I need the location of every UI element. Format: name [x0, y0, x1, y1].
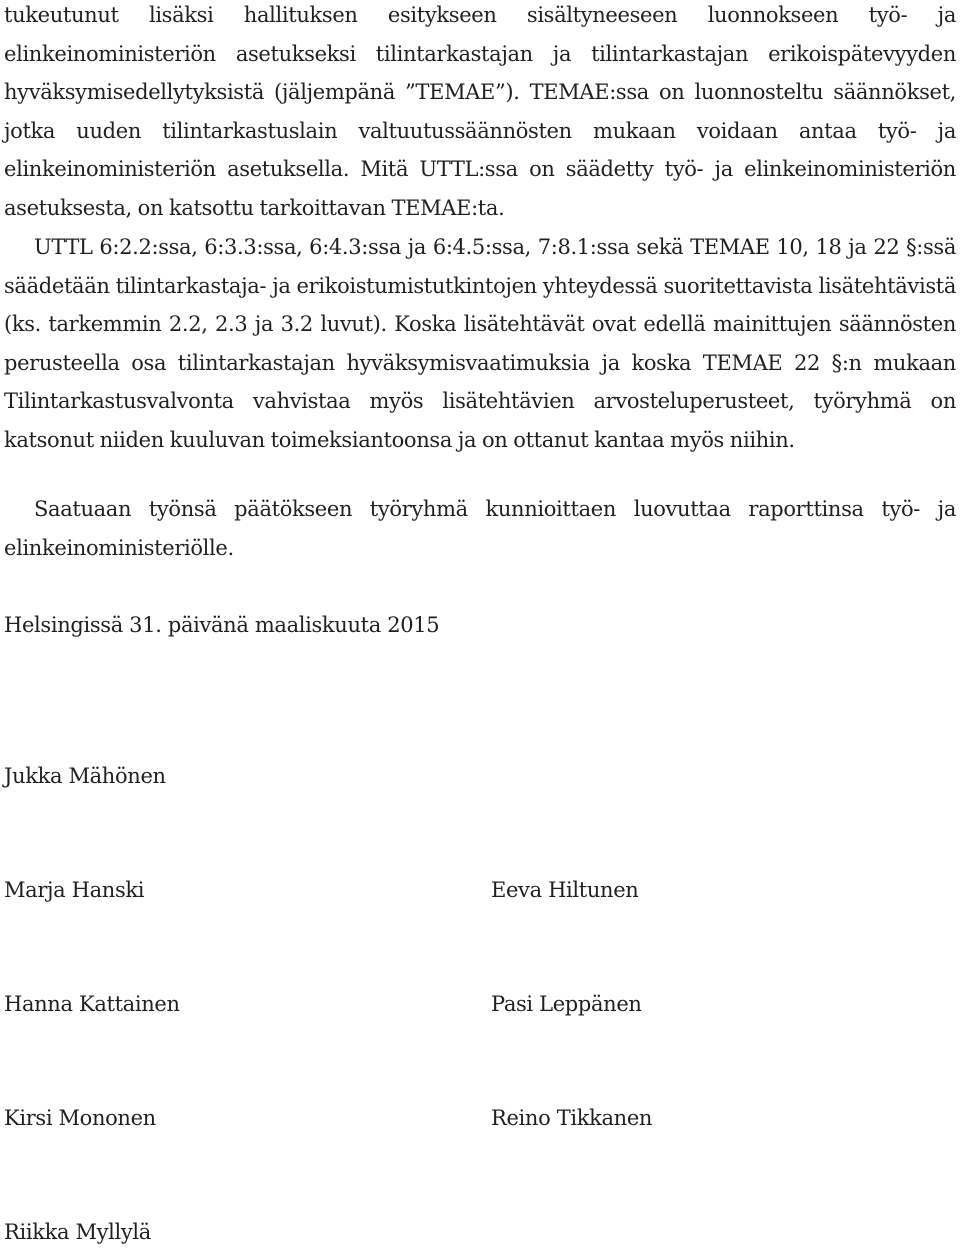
signatory-name: Hanna Kattainen — [4, 992, 180, 1016]
paragraph-submission: Saatuaan työnsä päätökseen työryhmä kunnioittaen luovuttaa raporttinsa työ- ja elinkeinoministeriölle. — [4, 497, 956, 560]
signatory-name: Riikka Myllylä — [4, 1220, 151, 1244]
paragraph-additional-tasks: UTTL 6:2.2:ssa, 6:3.3:ssa, 6:4.3:ssa ja 6:4.5:ssa, 7:8.1:ssa sekä TEMAE 10, 18 ja 22 §:ssä säädetään tilintarkastaja- ja erikoistumistutkintojen yhteydessä suoritettavista lisätehtävistä (ks. tarkemmin 2.2, 2.3 ja 3.2 luvut). Koska lisätehtävät ovat edellä mainittujen säännösten perusteella osa tilintarkastajan hyväksymisvaatimuksia ja koska TEMAE 22 §:n mukaan Tilintarkastusvalvonta vahvistaa myös lisätehtävien arvosteluperusteet, työryhmä on katsonut niiden kuuluvan toimeksiantoonsa ja on ottanut kantaa myös niihin. — [4, 235, 956, 452]
signatory-name: Reino Tikkanen — [491, 1106, 653, 1130]
signatory-name: Kirsi Mononen — [4, 1106, 156, 1130]
signatory-chair: Jukka Mähönen — [4, 764, 166, 788]
place-and-date: Helsingissä 31. päivänä maaliskuuta 2015 — [4, 613, 440, 637]
document-page — [4, 0, 956, 1247]
signatory-name: Pasi Leppänen — [491, 992, 642, 1016]
signatory-name: Marja Hanski — [4, 878, 145, 902]
paragraph-intro-continuation: tukeutunut lisäksi hallituksen esitykseen sisältyneeseen luonnokseen työ- ja elinkeinoministeriön asetukseksi tilintarkastajan ja tilintarkastajan erikoispätevyyden hyväksymisedellytyksistä (jäljempänä ”TEMAE”). TEMAE:ssa on luonnosteltu säännökset, jotka uuden tilintarkastuslain valtuutussäännösten mukaan voidaan antaa työ- ja elinkeinoministeriön asetuksella. Mitä UTTL:ssa on säädetty työ- ja elinkeinoministeriön asetuksesta, on katsottu tarkoittavan TEMAE:ta. — [4, 3, 956, 220]
signatory-name: Eeva Hiltunen — [491, 878, 639, 902]
